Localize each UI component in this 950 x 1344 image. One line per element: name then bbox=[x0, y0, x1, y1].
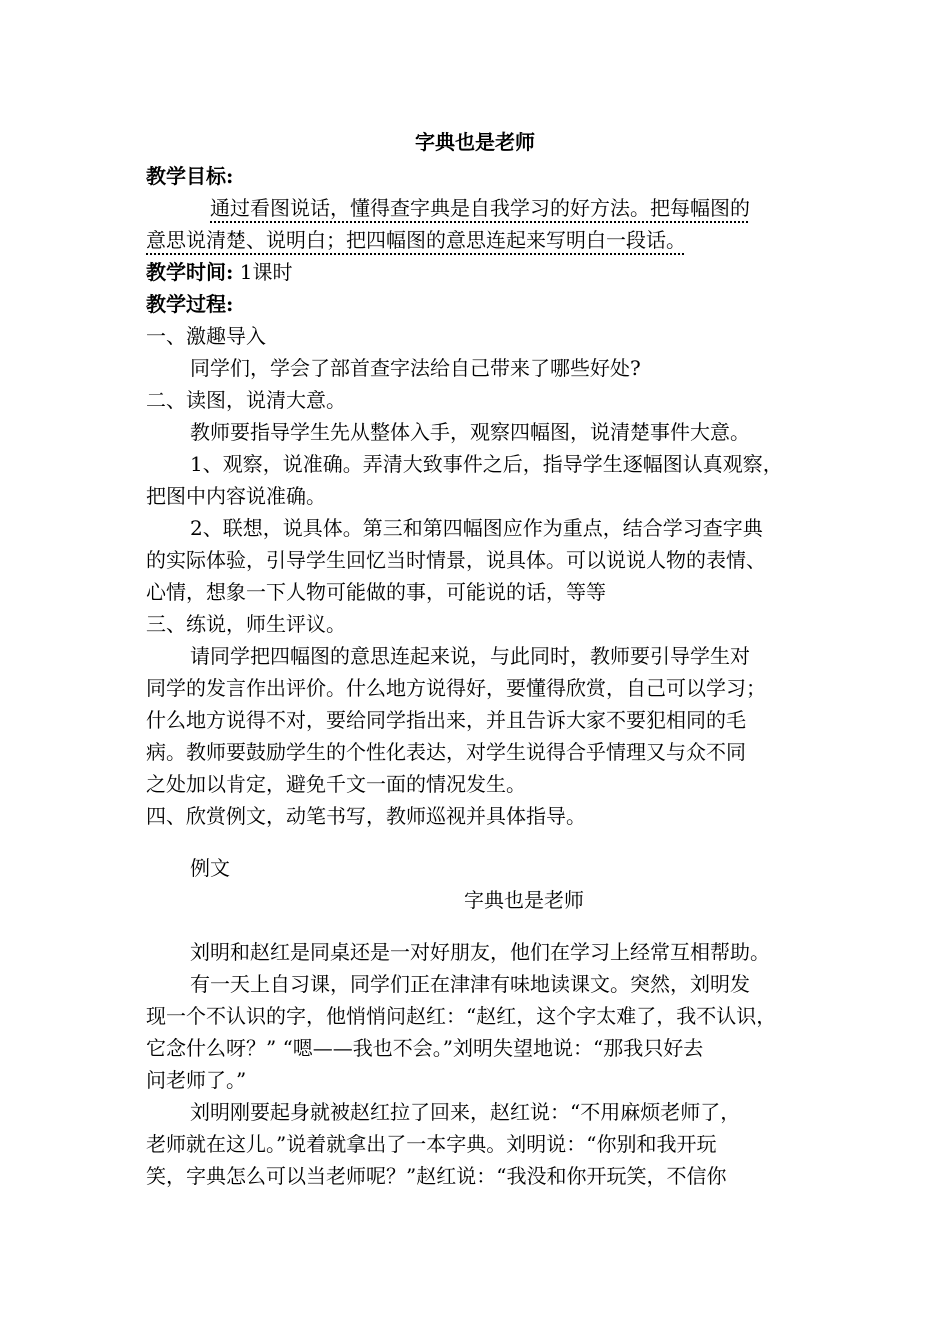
example-paragraph-2-line-4: 问老师了。” bbox=[146, 1068, 247, 1092]
section-3-title: 三、练说，师生评议。 bbox=[146, 612, 346, 636]
section-3-line-4: 病。教师要鼓励学生的个性化表达，对学生说得合乎情理又与众不同 bbox=[146, 740, 746, 764]
document-title: 字典也是老师 bbox=[415, 130, 535, 154]
section-3-line-5: 之处加以肯定，避免千文一面的情况发生。 bbox=[146, 772, 526, 796]
example-paragraph-2-line-1: 有一天上自习课，同学们正在津津有味地读课文。突然，刘明发 bbox=[190, 972, 750, 996]
goal-text-line-1 bbox=[210, 192, 816, 224]
example-paragraph-2-line-2: 现一个不认识的字，他悄悄问赵红：“赵红，这个字太难了，我不认识， bbox=[146, 1004, 777, 1028]
section-2-paragraph-3-line-2: 的实际体验，引导学生回忆当时情景，说具体。可以说说人物的表情、 bbox=[146, 548, 766, 572]
time-value: 1课时 bbox=[239, 260, 293, 284]
section-2-paragraph-2-line-2: 把图中内容说准确。 bbox=[146, 484, 326, 508]
time-row bbox=[146, 256, 816, 288]
section-3-line-1: 请同学把四幅图的意思连起来说，与此同时，教师要引导学生对 bbox=[190, 644, 750, 668]
section-4-title: 四、欣赏例文，动笔书写，教师巡视并具体指导。 bbox=[146, 804, 586, 828]
goal-text-line-2 bbox=[146, 224, 816, 256]
example-paragraph-3-line-2: 老师就在这儿。”说着就拿出了一本字典。刘明说：“你别和我开玩 bbox=[146, 1132, 717, 1156]
goal-text-1: 通过看图说话，懂得查字典是自我学习的好方法。把每幅图的 bbox=[210, 196, 750, 220]
section-2-paragraph-3-line-1: 2、联想，说具体。第三和第四幅图应作为重点，结合学习查字典 bbox=[190, 516, 763, 540]
section-2-title: 二、读图，说清大意。 bbox=[146, 388, 346, 412]
section-3-line-2: 同学的发言作出评价。什么地方说得好，要懂得欣赏，自己可以学习； bbox=[146, 676, 766, 700]
example-title: 字典也是老师 bbox=[464, 888, 584, 912]
example-paragraph-2-line-3: 它念什么呀？” “嗯——我也不会。”刘明失望地说：“那我只好去 bbox=[146, 1036, 704, 1060]
example-paragraph-1: 刘明和赵红是同桌还是一对好朋友，他们在学习上经常互相帮助。 bbox=[190, 940, 770, 964]
section-3-line-3: 什么地方说得不对，要给同学指出来，并且告诉大家不要犯相同的毛 bbox=[146, 708, 746, 732]
example-paragraph-3-line-3: 笑，字典怎么可以当老师呢？”赵红说：“我没和你开玩笑，不信你 bbox=[146, 1164, 727, 1188]
process-heading: 教学过程: bbox=[146, 292, 234, 316]
goal-text-2: 意思说清楚、说明白；把四幅图的意思连起来写明白一段话。 bbox=[146, 228, 686, 252]
time-heading: 教学时间: bbox=[146, 260, 234, 284]
section-2-paragraph-1: 教师要指导学生先从整体入手，观察四幅图，说清楚事件大意。 bbox=[190, 420, 750, 444]
section-1-title: 一、激趣导入 bbox=[146, 324, 266, 348]
section-1-paragraph: 同学们，学会了部首查字法给自己带来了哪些好处? bbox=[190, 356, 641, 380]
section-2-paragraph-3-line-3: 心情，想象一下人物可能做的事，可能说的话，等等 bbox=[146, 580, 606, 604]
goal-heading: 教学目标: bbox=[146, 164, 234, 188]
example-paragraph-3-line-1: 刘明刚要起身就被赵红拉了回来，赵红说：“不用麻烦老师了， bbox=[190, 1100, 741, 1124]
section-2-paragraph-2-line-1: 1、观察，说准确。弄清大致事件之后，指导学生逐幅图认真观察， bbox=[190, 452, 783, 476]
example-label: 例文 bbox=[190, 856, 230, 880]
